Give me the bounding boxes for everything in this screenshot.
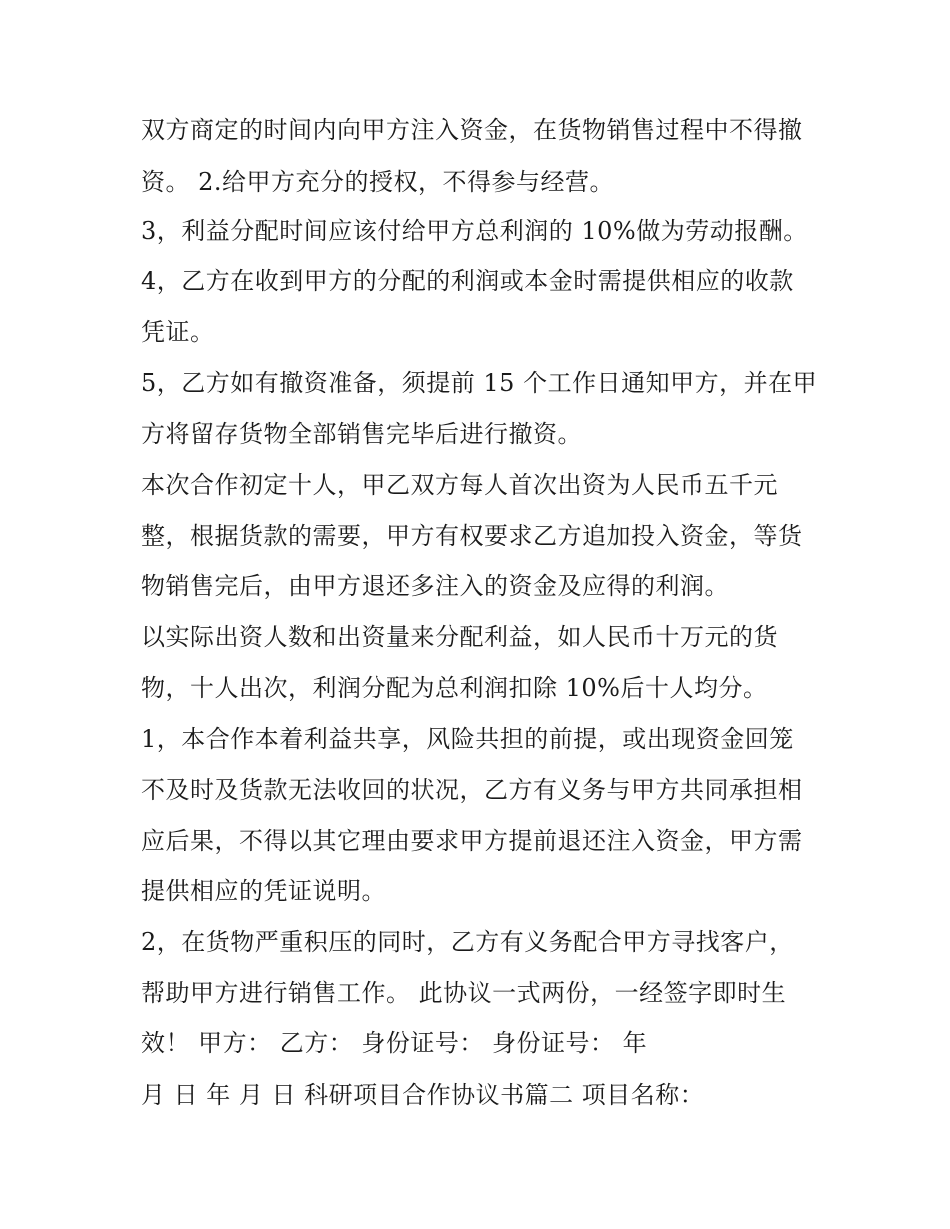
text-line-8: 本次合作初定十人，甲乙双方每人首次出资为人民币五千元: [141, 471, 778, 499]
text-line-9: 整，根据货款的需要，甲方有权要求乙方追加投入资金，等货: [141, 522, 803, 550]
text-line-3: 3，利益分配时间应该付给甲方总利润的 10%做为劳动报酬。: [141, 217, 808, 245]
text-line-16: 提供相应的凭证说明。: [141, 877, 386, 905]
text-line-13: 1，本合作本着利益共享，风险共担的前提，或出现资金回笼: [141, 725, 794, 753]
text-line-14: 不及时及货款无法收回的状况，乙方有义务与甲方共同承担相: [141, 776, 803, 804]
text-line-11: 以实际出资人数和出资量来分配利益，如人民币十万元的货: [141, 623, 778, 651]
text-line-1: 双方商定的时间内向甲方注入资金，在货物销售过程中不得撤: [141, 116, 803, 144]
text-line-12: 物，十人出次，利润分配为总利润扣除 10%后十人均分。: [141, 674, 768, 702]
text-line-17: 2，在货物严重积压的同时，乙方有义务配合甲方寻找客户，: [141, 928, 794, 956]
text-line-2: 资。 2.给甲方充分的授权，不得参与经营。: [141, 168, 615, 196]
text-line-7: 方将留存货物全部销售完毕后进行撤资。: [141, 420, 582, 448]
text-line-5: 凭证。: [141, 318, 215, 346]
text-line-4: 4，乙方在收到甲方的分配的利润或本金时需提供相应的收款: [141, 267, 794, 295]
text-line-6: 5，乙方如有撤资准备，须提前 15 个工作日通知甲方，并在甲: [141, 369, 818, 397]
text-line-10: 物销售完后，由甲方退还多注入的资金及应得的利润。: [141, 572, 729, 600]
text-line-15: 应后果，不得以其它理由要求甲方提前退还注入资金，甲方需: [141, 827, 803, 855]
text-line-19: 效！ 甲方： 乙方： 身份证号： 身份证号： 年: [141, 1029, 648, 1057]
text-line-20: 月 日 年 月 日 科研项目合作协议书篇二 项目名称：: [141, 1081, 705, 1109]
text-line-18: 帮助甲方进行销售工作。 此协议一式两份，一经签字即时生: [141, 979, 787, 1007]
